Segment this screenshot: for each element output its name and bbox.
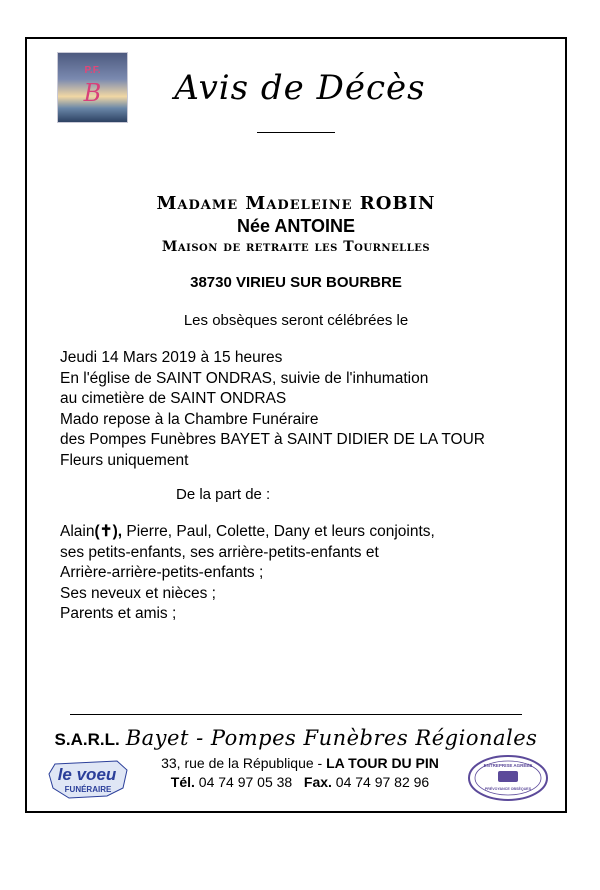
pf-bayet-logo: [57, 52, 128, 123]
family-line: Arrière-arrière-petits-enfants ;: [60, 564, 264, 581]
ceremony-line: En l'église de SAINT ONDRAS, suivie de l'inhumation: [60, 369, 429, 387]
deceased-name: Madame Madeleine ROBIN: [156, 193, 436, 214]
tel-label: Tél.: [170, 774, 195, 790]
tel-number: 04 74 97 05 38: [198, 774, 293, 790]
family-list: [60, 522, 550, 625]
right-logo-emblem: [498, 771, 518, 782]
footer-divider: [70, 714, 522, 715]
right-logo-top-text: ENTREPRISE AGRÉÉE: [483, 763, 533, 768]
cross-icon: (✝),: [94, 523, 123, 540]
ceremony-line: Fleurs uniquement: [60, 451, 189, 469]
family-first-name: Alain: [60, 523, 95, 540]
address-street: 33, rue de la République -: [161, 755, 327, 771]
de-la-part-label: De la part de :: [176, 486, 271, 503]
family-line1-rest: Pierre, Paul, Colette, Dany et leurs conjoints,: [122, 523, 435, 540]
company-line: [40, 726, 552, 750]
ceremony-line: Jeudi 14 Mars 2019 à 15 heures: [60, 349, 283, 366]
company-prefix: S.A.R.L.: [54, 730, 120, 749]
deceased-birth-name: Née ANTOINE: [236, 216, 356, 236]
right-logo-bottom-text: PRÉVOYANCE OBSÈQUES: [484, 787, 532, 791]
left-logo-subtitle: FUNÉRAIRE: [64, 785, 112, 794]
company-name: Bayet - Pompes Funèbres Régionales: [125, 726, 538, 750]
fax-number: 04 74 97 82 96: [335, 774, 430, 790]
ceremony-details: [60, 348, 550, 471]
page-title: Avis de Décès: [174, 68, 426, 108]
obseques-intro: Les obsèques seront célébrées le: [183, 312, 409, 329]
company-address: [100, 755, 500, 771]
fax-label: Fax.: [303, 774, 332, 790]
ceremony-line: Mado repose à la Chambre Funéraire: [60, 410, 319, 428]
left-logo-title: le voeu: [57, 765, 117, 784]
deceased-city: 38730 VIRIEU SUR BOURBRE: [190, 274, 402, 291]
deceased-residence: Maison de retraite les Tournelles: [161, 239, 431, 255]
le-voeu-funeraire-logo: [47, 758, 133, 800]
ceremony-line: des Pompes Funèbres BAYET à SAINT DIDIER DE LA TOUR: [60, 431, 485, 448]
ceremony-line: au cimetière de SAINT ONDRAS: [60, 390, 287, 407]
family-line: Parents et amis ;: [60, 605, 177, 622]
family-line: Ses neveux et nièces ;: [60, 584, 216, 602]
logo-initials-top: P.F.: [84, 65, 101, 76]
family-line: [60, 522, 550, 543]
family-line: ses petits-enfants, ses arrière-petits-enfants et: [60, 543, 379, 561]
entreprise-agreee-logo: [467, 754, 549, 802]
logo-initials-bottom: B: [83, 79, 102, 107]
address-city: LA TOUR DU PIN: [326, 755, 439, 771]
company-phone-fax: [100, 774, 500, 790]
title-divider: [257, 132, 335, 133]
